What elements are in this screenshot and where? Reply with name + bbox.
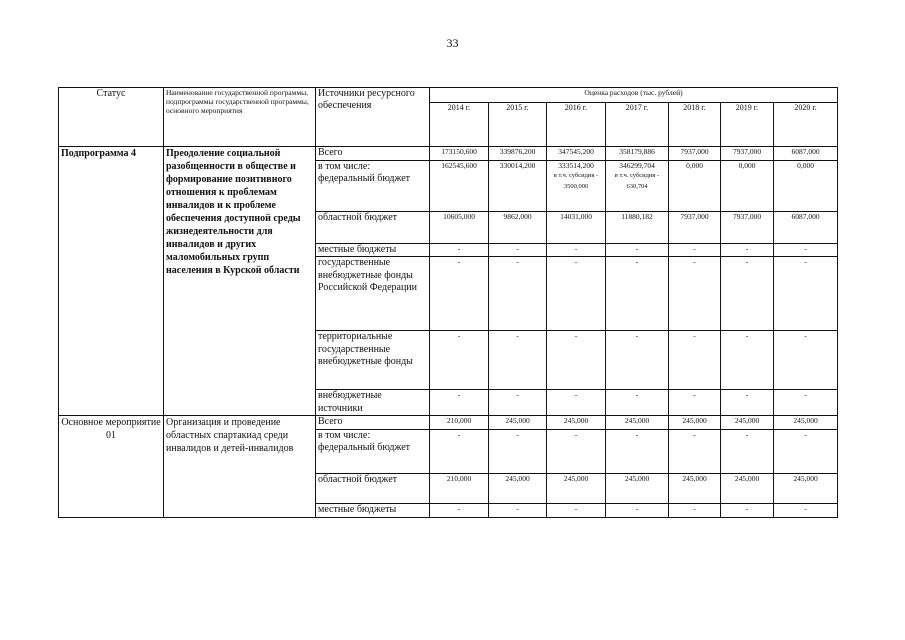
value-cell [547, 331, 606, 390]
value-cell [721, 160, 774, 211]
value-cell [547, 473, 606, 503]
value-cell [489, 147, 547, 161]
status-cell: Основное мероприятие 01 [59, 416, 164, 518]
value-cell [430, 390, 489, 416]
value-text: 10605,000 [443, 211, 475, 221]
value-text: 7937,000 [680, 147, 709, 156]
value-cell [547, 416, 606, 430]
value-text: - [574, 390, 578, 399]
value-text: - [457, 331, 461, 340]
value-text: 210,000 [446, 416, 472, 425]
value-cell [721, 257, 774, 331]
source-cell: Всего [316, 416, 430, 430]
value-text: - [693, 257, 696, 266]
value-cell [547, 390, 606, 416]
value-text: - [635, 331, 639, 340]
value-text: - [516, 503, 519, 513]
value-cell [606, 331, 669, 390]
value-cell [669, 243, 721, 257]
value-text: - [745, 390, 749, 399]
value-text: - [745, 503, 749, 513]
table-row [59, 147, 838, 161]
value-cell [430, 243, 489, 257]
value-text: 9862,000 [503, 211, 532, 221]
value-text: 0,000 [738, 160, 756, 170]
value-cell [489, 211, 547, 243]
value-text: - [693, 429, 696, 439]
value-text: 210,000 [446, 473, 472, 483]
value-text: 245,000 [682, 416, 707, 425]
expenditure-table [58, 87, 838, 518]
value-text: - [457, 257, 461, 266]
source-cell: местные бюджеты [316, 243, 430, 257]
value-text: 0,000 [797, 160, 814, 170]
value-text: 11880,182 [621, 211, 653, 221]
value-text: - [457, 243, 461, 253]
value-cell [669, 473, 721, 503]
header-year: 2019 г. [721, 103, 774, 147]
header-year: 2014 г. [430, 103, 489, 147]
page-number: 33 [446, 36, 459, 50]
source-cell: в том числе: федеральный бюджет [316, 429, 430, 473]
value-cell [721, 243, 774, 257]
value-cell [774, 429, 838, 473]
value-text: 245,000 [793, 473, 818, 483]
value-cell [774, 473, 838, 503]
value-text: 7937,000 [680, 211, 709, 221]
value-text: - [804, 503, 807, 513]
value-text: - [745, 257, 749, 266]
value-text: - [635, 503, 639, 513]
value-cell [489, 503, 547, 517]
value-cell [774, 160, 838, 211]
value-text: 245,000 [624, 473, 650, 483]
value-cell [669, 416, 721, 430]
value-text: - [574, 429, 578, 439]
value-cell [669, 429, 721, 473]
header-year: 2018 г. [669, 103, 721, 147]
subsidy-note: в т.ч. субсидия - 630,704 [614, 171, 660, 190]
value-text: 7937,000 [732, 147, 762, 156]
source-cell: внебюджетные источники [316, 390, 430, 416]
value-text: - [516, 331, 519, 340]
value-text: 245,000 [734, 416, 760, 425]
value-cell [547, 147, 606, 161]
value-cell [774, 211, 838, 243]
program-name-cell: Преодоление социальной разобщенности в обществе и формирование позитивного отношения к проблемам инвалидов и к проблеме обеспечения доступной среды жизнедеятельности для инвалидов и других маломобильных групп населения в Курской области [164, 147, 316, 416]
value-text: - [574, 243, 578, 253]
header-year: 2017 г. [606, 103, 669, 147]
value-cell [606, 416, 669, 430]
value-cell [721, 429, 774, 473]
value-cell [606, 503, 669, 517]
value-text: - [745, 429, 749, 439]
value-cell [547, 257, 606, 331]
header-year: 2020 г. [774, 103, 838, 147]
value-cell [606, 429, 669, 473]
header-year: 2016 г. [547, 103, 606, 147]
value-cell [430, 503, 489, 517]
value-text: - [457, 429, 461, 439]
value-text: 347545,200 [558, 147, 594, 156]
value-text: 245,000 [505, 416, 530, 425]
header-status: Статус [59, 88, 164, 147]
value-cell [606, 160, 669, 211]
value-cell [489, 416, 547, 430]
value-cell [669, 503, 721, 517]
value-cell [721, 473, 774, 503]
source-cell: в том числе: федеральный бюджет [316, 160, 430, 211]
value-text: 245,000 [505, 473, 530, 483]
value-text: 245,000 [793, 416, 818, 425]
value-text: - [457, 390, 461, 399]
value-text: - [804, 243, 807, 253]
value-text: - [516, 429, 519, 439]
value-cell [774, 331, 838, 390]
value-cell [430, 331, 489, 390]
value-text: 245,000 [734, 473, 760, 483]
value-text: 245,000 [563, 473, 589, 483]
value-text: 162545,600 [441, 160, 477, 170]
value-cell [606, 147, 669, 161]
source-cell: местные бюджеты [316, 503, 430, 517]
value-cell [669, 390, 721, 416]
value-text: - [457, 503, 461, 513]
value-text: 173150,600 [441, 147, 477, 156]
value-cell [774, 503, 838, 517]
value-text: 333514,200 [558, 160, 594, 170]
value-cell [430, 160, 489, 211]
value-text: - [635, 429, 639, 439]
value-cell [721, 390, 774, 416]
value-cell [606, 243, 669, 257]
value-cell [669, 160, 721, 211]
value-text: 6087,000 [791, 211, 820, 221]
value-text: 245,000 [624, 416, 650, 425]
value-cell [547, 243, 606, 257]
value-text: 346299,704 [619, 160, 655, 170]
value-cell [489, 243, 547, 257]
value-cell [430, 473, 489, 503]
value-text: - [804, 331, 807, 340]
value-cell [489, 257, 547, 331]
header-sources: Источники ресурсного обеспечения [316, 88, 430, 147]
value-cell [430, 429, 489, 473]
header-year: 2015 г. [489, 103, 547, 147]
value-cell [669, 211, 721, 243]
table-row [59, 416, 838, 430]
value-cell [489, 160, 547, 211]
value-text: - [635, 243, 639, 253]
value-cell [774, 243, 838, 257]
value-cell [721, 147, 774, 161]
value-text: 6087,000 [791, 147, 820, 156]
value-text: 339876,200 [499, 147, 536, 156]
source-cell: территориальные государственные внебюджетные фонды [316, 331, 430, 390]
value-text: - [804, 390, 807, 399]
value-text: - [635, 257, 639, 266]
source-cell: областной бюджет [316, 211, 430, 243]
value-cell [430, 147, 489, 161]
value-cell [430, 211, 489, 243]
subsidy-note: в т.ч. субсидия - 3500,000 [553, 171, 599, 190]
value-text: 0,000 [686, 160, 703, 170]
value-cell [721, 331, 774, 390]
header-name: Наименование государственной программы, подпрограммы государственной программы, основного мероприятия [164, 88, 316, 147]
value-text: - [516, 390, 519, 399]
value-cell [606, 211, 669, 243]
value-cell [606, 257, 669, 331]
value-text: - [693, 331, 696, 340]
value-text: - [693, 503, 696, 513]
value-text: 358179,886 [619, 147, 655, 156]
value-cell [489, 331, 547, 390]
program-name-cell: Организация и проведение областных спартакиад среди инвалидов и детей-инвалидов [164, 416, 316, 518]
value-cell [669, 257, 721, 331]
value-text: 245,000 [563, 416, 589, 425]
value-cell [489, 473, 547, 503]
value-cell [489, 390, 547, 416]
value-cell [721, 416, 774, 430]
header-estimate: Оценка расходов (тыс. рублей) [430, 88, 838, 103]
value-text: - [693, 390, 696, 399]
value-text: - [693, 243, 696, 253]
value-cell [774, 257, 838, 331]
value-text: 14031,000 [560, 211, 592, 221]
value-text: 7937,000 [732, 211, 762, 221]
source-cell: государственные внебюджетные фонды Российской Федерации [316, 257, 430, 331]
value-text: - [635, 390, 639, 399]
value-cell [669, 147, 721, 161]
value-cell [669, 331, 721, 390]
value-text: - [574, 331, 578, 340]
value-text: 330014,200 [499, 160, 536, 170]
value-text: - [745, 243, 749, 253]
value-text: - [516, 257, 519, 266]
value-cell [774, 390, 838, 416]
value-cell [547, 160, 606, 211]
value-cell [606, 390, 669, 416]
status-cell: Подпрограмма 4 [59, 147, 164, 416]
value-cell [606, 473, 669, 503]
value-cell [489, 429, 547, 473]
value-cell [430, 257, 489, 331]
value-cell [721, 211, 774, 243]
value-text: 245,000 [682, 473, 707, 483]
value-text: - [804, 429, 807, 439]
value-text: - [516, 243, 519, 253]
value-text: - [745, 331, 749, 340]
value-cell [547, 211, 606, 243]
value-cell [547, 429, 606, 473]
value-cell [547, 503, 606, 517]
value-cell [430, 416, 489, 430]
value-text: - [574, 503, 578, 513]
source-cell: Всего [316, 147, 430, 161]
value-cell [721, 503, 774, 517]
value-cell [774, 147, 838, 161]
value-text: - [804, 257, 807, 266]
source-cell: областной бюджет [316, 473, 430, 503]
value-cell [774, 416, 838, 430]
value-text: - [574, 257, 578, 266]
